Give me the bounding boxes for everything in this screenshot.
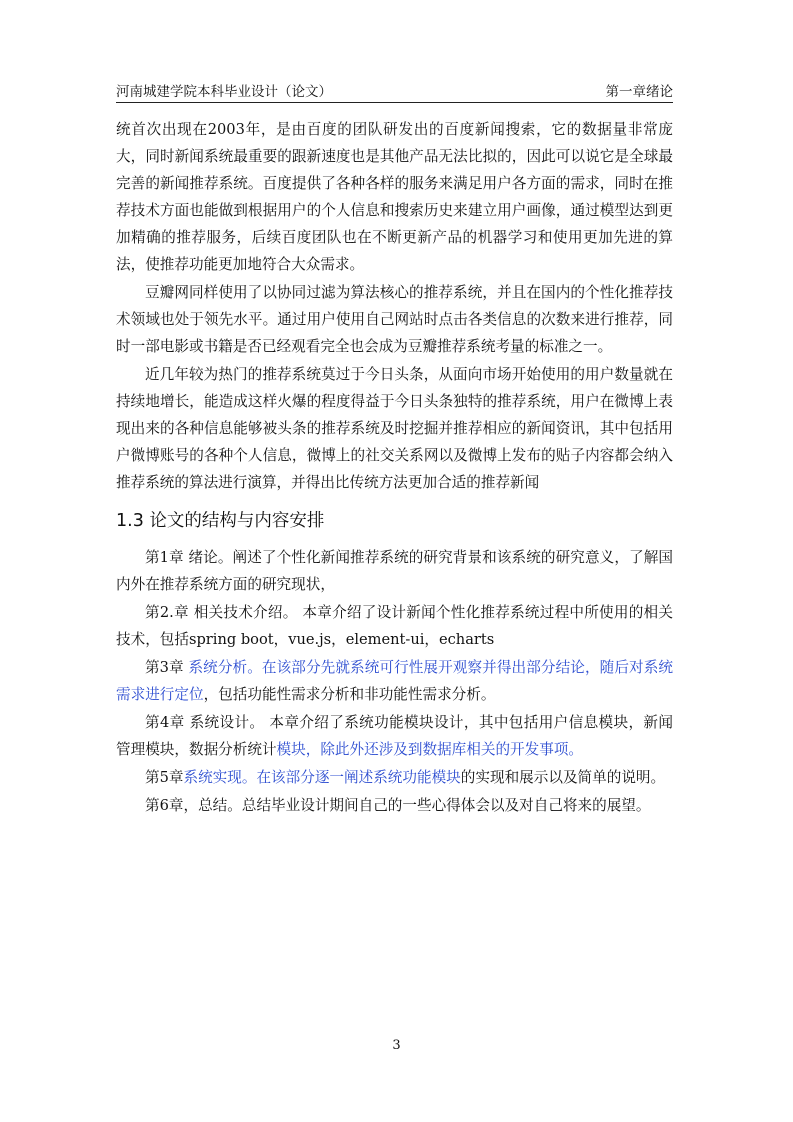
page-header [116, 80, 673, 103]
chapter-4-highlight: 模块，除此外还涉及到数据库相关的开发事项。 [276, 741, 584, 758]
page-body [116, 116, 673, 819]
chapter-5-highlight: 系统实现。在该部分逐一阐述系统功能模块 [183, 769, 461, 786]
chapter-2-description: 第2.章 相关技术介绍。 本章介绍了设计新闻个性化推荐系统过程中所使用的相关技术，包括spring boot，vue.js，element-ui，echarts [116, 604, 673, 648]
page-number: 3 [392, 1038, 401, 1053]
chapter-5-suffix: 的实现和展示以及简单的说明。 [460, 769, 666, 786]
chapter-3-highlight: 系统分析。在该部分先就系统可行性展开观察并得出部分结论，随后对系统需求进行定位 [116, 659, 673, 703]
chapter-3-suffix: ，包括功能性需求分析和非功能性需求分析。 [203, 686, 496, 703]
chapter-1-description: 第1章 绪论。阐述了个性化新闻推荐系统的研究背景和该系统的研究意义，了解国内外在推荐系统方面的研究现状， [116, 549, 673, 593]
chapter-3-prefix: 第3章 [145, 659, 189, 676]
chapter-3-description [116, 654, 673, 708]
paragraph-toutiao: 近几年较为热门的推荐系统莫过于今日头条，从面向市场开始使用的用户数量就在持续地增长，能造成这样火爆的程度得益于今日头条独特的推荐系统，用户在微博上表现出来的各种信息能够被头条的推荐系统及时挖掘并推荐相应的新闻资讯，其中包括用户微博账号的各种个人信息，微博上的社交关系网以及微博上发布的贴子内容都会纳入推荐系统的算法进行演算，并得出比传统方法更加合适的推荐新闻 [116, 366, 673, 491]
paragraph-baidu: 统首次出现在2003年，是由百度的团队研发出的百度新闻搜索，它的数据量非常庞大，同时新闻系统最重要的跟新速度也是其他产品无法比拟的，因此可以说它是全球最完善的新闻推荐系统。百度提供了各种各样的服务来满足用户各方面的需求，同时在推荐技术方面也能做到根据用户的个人信息和搜索历史来建立用户画像，通过模型达到更加精确的推荐服务，后续百度团队也在不断更新产品的机器学习和使用更加先进的算法，使推荐功能更加地符合大众需求。 [116, 121, 673, 273]
chapter-4-description [116, 709, 673, 763]
paragraph-douban: 豆瓣网同样使用了以协同过滤为算法核心的推荐系统，并且在国内的个性化推荐技术领域也处于领先水平。通过用户使用自己网站时点击各类信息的次数来进行推荐，同时一部电影或书籍是否已经观看完全也会成为豆瓣推荐系统考量的标准之一。 [116, 284, 673, 355]
chapter-5-description [116, 764, 673, 791]
section-heading: 1.3 论文的结构与内容安排 [116, 511, 325, 531]
chapter-4-prefix: 第4章 系统设计。 本章介绍了系统功能模块设计，其中包括用户信息模块，新闻管理模块，数据分析统计 [116, 714, 673, 758]
header-chapter-title: 第一章绪论 [605, 84, 673, 100]
chapter-5-prefix: 第5章 [145, 769, 184, 786]
header-thesis-title: 河南城建学院本科毕业设计（论文） [116, 84, 332, 100]
chapter-6-description: 第6章，总结。总结毕业设计期间自己的一些心得体会以及对自己将来的展望。 [145, 797, 651, 814]
